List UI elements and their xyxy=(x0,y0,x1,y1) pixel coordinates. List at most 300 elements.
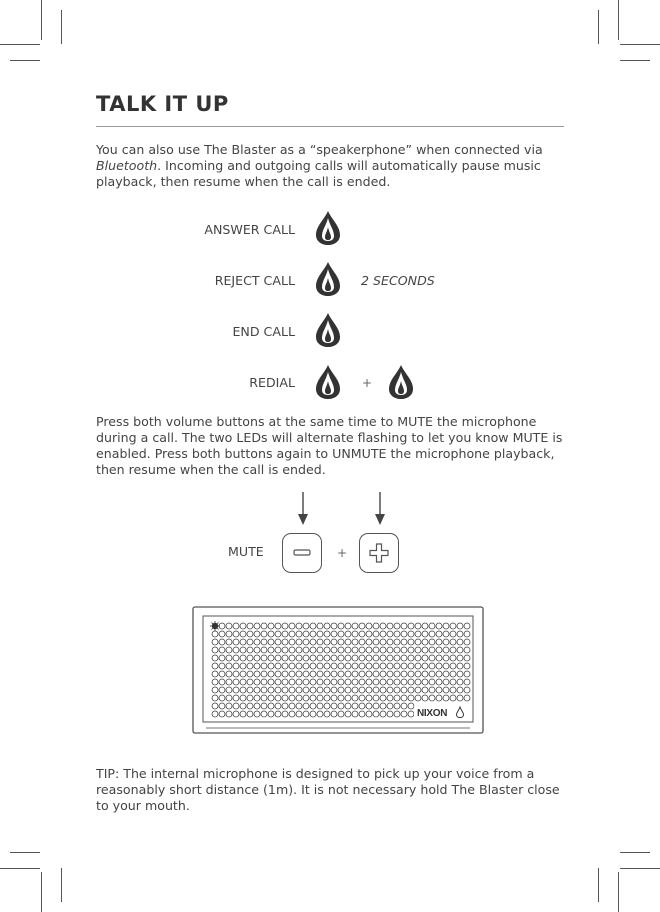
grill-hole xyxy=(408,695,414,701)
grill-hole xyxy=(261,663,267,669)
grill-hole xyxy=(422,639,428,645)
grill-hole xyxy=(331,671,337,677)
grill-hole xyxy=(303,679,309,685)
grill-hole xyxy=(352,623,358,629)
speaker-grill xyxy=(212,623,470,717)
grill-hole xyxy=(219,639,225,645)
grill-hole xyxy=(254,647,260,653)
grill-hole xyxy=(352,711,358,717)
grill-hole xyxy=(275,623,281,629)
grill-hole xyxy=(422,671,428,677)
grill-hole xyxy=(275,703,281,709)
grill-hole xyxy=(366,711,372,717)
grill-hole xyxy=(317,703,323,709)
grill-hole xyxy=(464,639,470,645)
grill-hole xyxy=(275,711,281,717)
grill-hole xyxy=(415,663,421,669)
grill-hole xyxy=(296,655,302,661)
down-arrow-icon xyxy=(373,492,387,526)
grill-hole xyxy=(373,703,379,709)
grill-hole xyxy=(254,687,260,693)
grill-hole xyxy=(261,631,267,637)
grill-hole xyxy=(394,671,400,677)
grill-hole xyxy=(219,695,225,701)
grill-hole xyxy=(450,631,456,637)
grill-hole xyxy=(226,663,232,669)
grill-hole xyxy=(247,623,253,629)
grill-hole xyxy=(338,623,344,629)
grill-hole xyxy=(268,623,274,629)
grill-hole xyxy=(338,655,344,661)
grill-hole xyxy=(296,711,302,717)
grill-hole xyxy=(359,647,365,653)
grill-hole xyxy=(247,679,253,685)
grill-hole xyxy=(401,695,407,701)
grill-hole xyxy=(254,631,260,637)
grill-hole xyxy=(254,703,260,709)
grill-hole xyxy=(233,663,239,669)
grill-hole xyxy=(261,679,267,685)
grill-hole xyxy=(401,703,407,709)
grill-hole xyxy=(240,663,246,669)
grill-hole xyxy=(429,695,435,701)
speaker-brand-text: NIXON xyxy=(417,708,448,719)
grill-hole xyxy=(289,695,295,701)
intro-line-1: You can also use The Blaster as a “speakerphone” when connected via xyxy=(96,142,543,157)
grill-hole xyxy=(408,663,414,669)
grill-hole xyxy=(289,711,295,717)
grill-hole xyxy=(436,655,442,661)
grill-hole xyxy=(303,711,309,717)
grill-hole xyxy=(296,703,302,709)
grill-hole xyxy=(303,623,309,629)
grill-hole xyxy=(247,671,253,677)
grill-hole xyxy=(212,631,218,637)
grill-hole xyxy=(387,671,393,677)
grill-hole xyxy=(310,631,316,637)
grill-hole xyxy=(338,663,344,669)
grill-hole xyxy=(450,655,456,661)
grill-hole xyxy=(289,687,295,693)
grill-hole xyxy=(443,623,449,629)
grill-hole xyxy=(240,695,246,701)
grill-hole xyxy=(380,655,386,661)
grill-hole xyxy=(240,639,246,645)
grill-hole xyxy=(394,679,400,685)
grill-hole xyxy=(436,639,442,645)
redial-label: REDIAL xyxy=(249,375,295,390)
grill-hole xyxy=(394,623,400,629)
grill-hole xyxy=(443,639,449,645)
grill-hole xyxy=(373,679,379,685)
grill-hole xyxy=(254,655,260,661)
grill-hole xyxy=(303,647,309,653)
volume-down-button xyxy=(282,533,322,573)
grill-hole xyxy=(261,695,267,701)
grill-hole xyxy=(345,703,351,709)
grill-hole xyxy=(408,631,414,637)
grill-hole xyxy=(443,671,449,677)
grill-hole xyxy=(233,695,239,701)
grill-hole xyxy=(450,687,456,693)
tip-paragraph xyxy=(96,766,566,814)
grill-hole xyxy=(212,679,218,685)
grill-hole xyxy=(345,679,351,685)
hold-duration-note: 2 SECONDS xyxy=(361,273,435,288)
grill-hole xyxy=(282,671,288,677)
grill-hole xyxy=(401,639,407,645)
grill-hole xyxy=(289,639,295,645)
grill-hole xyxy=(247,687,253,693)
grill-hole xyxy=(450,695,456,701)
grill-hole xyxy=(226,695,232,701)
grill-hole xyxy=(443,679,449,685)
grill-hole xyxy=(219,655,225,661)
grill-hole xyxy=(394,663,400,669)
grill-hole xyxy=(380,703,386,709)
grill-hole xyxy=(261,647,267,653)
grill-hole xyxy=(254,623,260,629)
grill-hole xyxy=(345,671,351,677)
grill-hole xyxy=(268,647,274,653)
grill-hole xyxy=(359,639,365,645)
grill-hole xyxy=(450,647,456,653)
grill-hole xyxy=(254,679,260,685)
grill-hole xyxy=(219,703,225,709)
grill-hole xyxy=(422,623,428,629)
grill-hole xyxy=(457,631,463,637)
grill-hole xyxy=(422,687,428,693)
grill-hole xyxy=(429,679,435,685)
grill-hole xyxy=(303,631,309,637)
grill-hole xyxy=(457,655,463,661)
grill-hole xyxy=(457,623,463,629)
grill-hole xyxy=(289,631,295,637)
grill-hole xyxy=(394,687,400,693)
answer-call-label: ANSWER CALL xyxy=(204,222,295,237)
grill-hole xyxy=(261,703,267,709)
grill-hole xyxy=(289,647,295,653)
grill-hole xyxy=(296,623,302,629)
grill-hole xyxy=(226,703,232,709)
grill-hole xyxy=(240,711,246,717)
grill-hole xyxy=(401,631,407,637)
grill-hole xyxy=(373,623,379,629)
grill-hole xyxy=(324,655,330,661)
grill-hole xyxy=(247,695,253,701)
grill-hole xyxy=(303,663,309,669)
grill-hole xyxy=(408,647,414,653)
grill-hole xyxy=(422,679,428,685)
grill-hole xyxy=(331,623,337,629)
grill-hole xyxy=(268,687,274,693)
grill-hole xyxy=(282,647,288,653)
grill-hole xyxy=(394,711,400,717)
grill-hole xyxy=(296,679,302,685)
grill-hole xyxy=(331,679,337,685)
grill-hole xyxy=(226,687,232,693)
grill-hole xyxy=(366,679,372,685)
page-title: TALK IT UP xyxy=(96,92,229,116)
grill-hole xyxy=(422,647,428,653)
grill-hole xyxy=(324,623,330,629)
grill-hole xyxy=(436,623,442,629)
grill-hole xyxy=(443,631,449,637)
grill-hole xyxy=(345,623,351,629)
grill-hole xyxy=(212,703,218,709)
grill-hole xyxy=(394,695,400,701)
grill-hole xyxy=(317,695,323,701)
grill-hole xyxy=(429,631,435,637)
grill-hole xyxy=(310,623,316,629)
grill-hole xyxy=(233,631,239,637)
intro-line-3: playback, then resume when the call is ended. xyxy=(96,174,391,189)
grill-hole xyxy=(457,671,463,677)
grill-hole xyxy=(261,623,267,629)
grill-hole xyxy=(282,631,288,637)
grill-hole xyxy=(317,711,323,717)
grill-hole xyxy=(226,655,232,661)
grill-hole xyxy=(352,679,358,685)
grill-hole xyxy=(373,687,379,693)
grill-hole xyxy=(303,655,309,661)
grill-hole xyxy=(268,671,274,677)
grill-hole xyxy=(387,663,393,669)
grill-hole xyxy=(408,679,414,685)
grill-hole xyxy=(303,703,309,709)
grill-hole xyxy=(275,663,281,669)
grill-hole xyxy=(387,655,393,661)
grill-hole xyxy=(324,663,330,669)
grill-hole xyxy=(289,655,295,661)
grill-hole xyxy=(338,711,344,717)
grill-hole xyxy=(310,687,316,693)
grill-hole xyxy=(366,687,372,693)
grill-hole xyxy=(394,703,400,709)
grill-hole xyxy=(345,663,351,669)
grill-hole xyxy=(282,639,288,645)
grill-hole xyxy=(317,631,323,637)
grill-hole xyxy=(429,623,435,629)
grill-hole xyxy=(331,695,337,701)
grill-hole xyxy=(240,647,246,653)
grill-hole xyxy=(338,647,344,653)
grill-hole xyxy=(338,639,344,645)
grill-hole xyxy=(219,671,225,677)
grill-hole xyxy=(352,655,358,661)
grill-hole xyxy=(233,671,239,677)
grill-hole xyxy=(387,631,393,637)
grill-hole xyxy=(436,695,442,701)
grill-hole xyxy=(366,695,372,701)
grill-hole xyxy=(219,631,225,637)
grill-hole xyxy=(275,647,281,653)
grill-hole xyxy=(401,671,407,677)
intro-paragraph xyxy=(96,142,566,190)
grill-hole xyxy=(415,639,421,645)
grill-hole xyxy=(261,711,267,717)
grill-hole xyxy=(443,687,449,693)
grill-hole xyxy=(408,623,414,629)
grill-hole xyxy=(359,695,365,701)
grill-hole xyxy=(401,679,407,685)
grill-hole xyxy=(436,687,442,693)
grill-hole xyxy=(366,703,372,709)
mute-line-3: enabled. Press both buttons again to UNMUTE the microphone playback, xyxy=(96,446,555,461)
grill-hole xyxy=(366,671,372,677)
grill-hole xyxy=(268,703,274,709)
grill-hole xyxy=(345,711,351,717)
grill-hole xyxy=(366,639,372,645)
grill-hole xyxy=(436,631,442,637)
grill-hole xyxy=(422,631,428,637)
grill-hole xyxy=(429,687,435,693)
grill-hole xyxy=(303,671,309,677)
bluetooth-led-icon xyxy=(210,621,220,631)
mute-paragraph xyxy=(96,414,566,478)
grill-hole xyxy=(226,647,232,653)
grill-hole xyxy=(436,663,442,669)
grill-hole xyxy=(275,631,281,637)
grill-hole xyxy=(317,647,323,653)
grill-hole xyxy=(415,647,421,653)
grill-hole xyxy=(366,647,372,653)
grill-hole xyxy=(408,687,414,693)
grill-hole xyxy=(415,631,421,637)
grill-hole xyxy=(296,671,302,677)
grill-hole xyxy=(394,639,400,645)
grill-hole xyxy=(289,623,295,629)
grill-hole xyxy=(359,679,365,685)
grill-hole xyxy=(226,679,232,685)
grill-hole xyxy=(324,671,330,677)
grill-hole xyxy=(247,631,253,637)
volume-up-button xyxy=(359,533,399,573)
grill-hole xyxy=(373,631,379,637)
grill-hole xyxy=(464,687,470,693)
grill-hole xyxy=(443,695,449,701)
mute-label: MUTE xyxy=(228,544,264,559)
grill-hole xyxy=(324,687,330,693)
grill-hole xyxy=(289,663,295,669)
grill-hole xyxy=(317,655,323,661)
grill-hole xyxy=(310,663,316,669)
grill-hole xyxy=(310,711,316,717)
grill-hole xyxy=(268,663,274,669)
grill-hole xyxy=(282,687,288,693)
grill-hole xyxy=(394,655,400,661)
grill-hole xyxy=(296,687,302,693)
grill-hole xyxy=(394,647,400,653)
grill-hole xyxy=(219,679,225,685)
nixon-drop-icon xyxy=(315,210,341,246)
grill-hole xyxy=(275,655,281,661)
grill-hole xyxy=(310,671,316,677)
grill-hole xyxy=(240,703,246,709)
grill-hole xyxy=(401,647,407,653)
grill-hole xyxy=(317,639,323,645)
grill-hole xyxy=(429,639,435,645)
grill-hole xyxy=(296,663,302,669)
grill-hole xyxy=(233,711,239,717)
grill-hole xyxy=(464,695,470,701)
minus-icon xyxy=(283,534,321,572)
grill-hole xyxy=(415,655,421,661)
grill-hole xyxy=(415,695,421,701)
grill-hole xyxy=(457,679,463,685)
grill-hole xyxy=(261,687,267,693)
grill-hole xyxy=(359,663,365,669)
grill-hole xyxy=(422,695,428,701)
grill-hole xyxy=(352,671,358,677)
grill-hole xyxy=(359,703,365,709)
grill-hole xyxy=(359,631,365,637)
grill-hole xyxy=(373,663,379,669)
grill-hole xyxy=(324,703,330,709)
grill-hole xyxy=(415,687,421,693)
grill-hole xyxy=(450,671,456,677)
tip-line-3: to your mouth. xyxy=(96,798,190,813)
grill-hole xyxy=(464,623,470,629)
grill-hole xyxy=(289,679,295,685)
grill-hole xyxy=(226,639,232,645)
grill-hole xyxy=(338,631,344,637)
grill-hole xyxy=(415,679,421,685)
grill-hole xyxy=(289,703,295,709)
grill-hole xyxy=(373,655,379,661)
nixon-drop-icon xyxy=(315,364,341,400)
grill-hole xyxy=(303,687,309,693)
speaker-illustration xyxy=(192,606,484,734)
grill-hole xyxy=(317,671,323,677)
grill-hole xyxy=(380,647,386,653)
grill-hole xyxy=(338,679,344,685)
grill-hole xyxy=(387,639,393,645)
grill-hole xyxy=(464,671,470,677)
grill-hole xyxy=(436,647,442,653)
grill-hole xyxy=(464,655,470,661)
grill-hole xyxy=(331,703,337,709)
grill-hole xyxy=(429,647,435,653)
grill-hole xyxy=(331,711,337,717)
grill-hole xyxy=(380,687,386,693)
grill-hole xyxy=(352,631,358,637)
grill-hole xyxy=(443,663,449,669)
grill-hole xyxy=(268,655,274,661)
grill-hole xyxy=(380,631,386,637)
grill-hole xyxy=(324,695,330,701)
grill-hole xyxy=(408,639,414,645)
grill-hole xyxy=(212,711,218,717)
grill-hole xyxy=(254,695,260,701)
redial-plus-sign: + xyxy=(362,376,373,390)
grill-hole xyxy=(331,663,337,669)
grill-hole xyxy=(282,623,288,629)
grill-hole xyxy=(387,687,393,693)
grill-hole xyxy=(296,639,302,645)
grill-hole xyxy=(310,647,316,653)
grill-hole xyxy=(212,647,218,653)
grill-hole xyxy=(233,639,239,645)
grill-hole xyxy=(373,647,379,653)
grill-hole xyxy=(254,711,260,717)
grill-hole xyxy=(408,655,414,661)
grill-hole xyxy=(359,623,365,629)
grill-hole xyxy=(443,647,449,653)
grill-hole xyxy=(345,647,351,653)
grill-hole xyxy=(282,679,288,685)
grill-hole xyxy=(394,631,400,637)
